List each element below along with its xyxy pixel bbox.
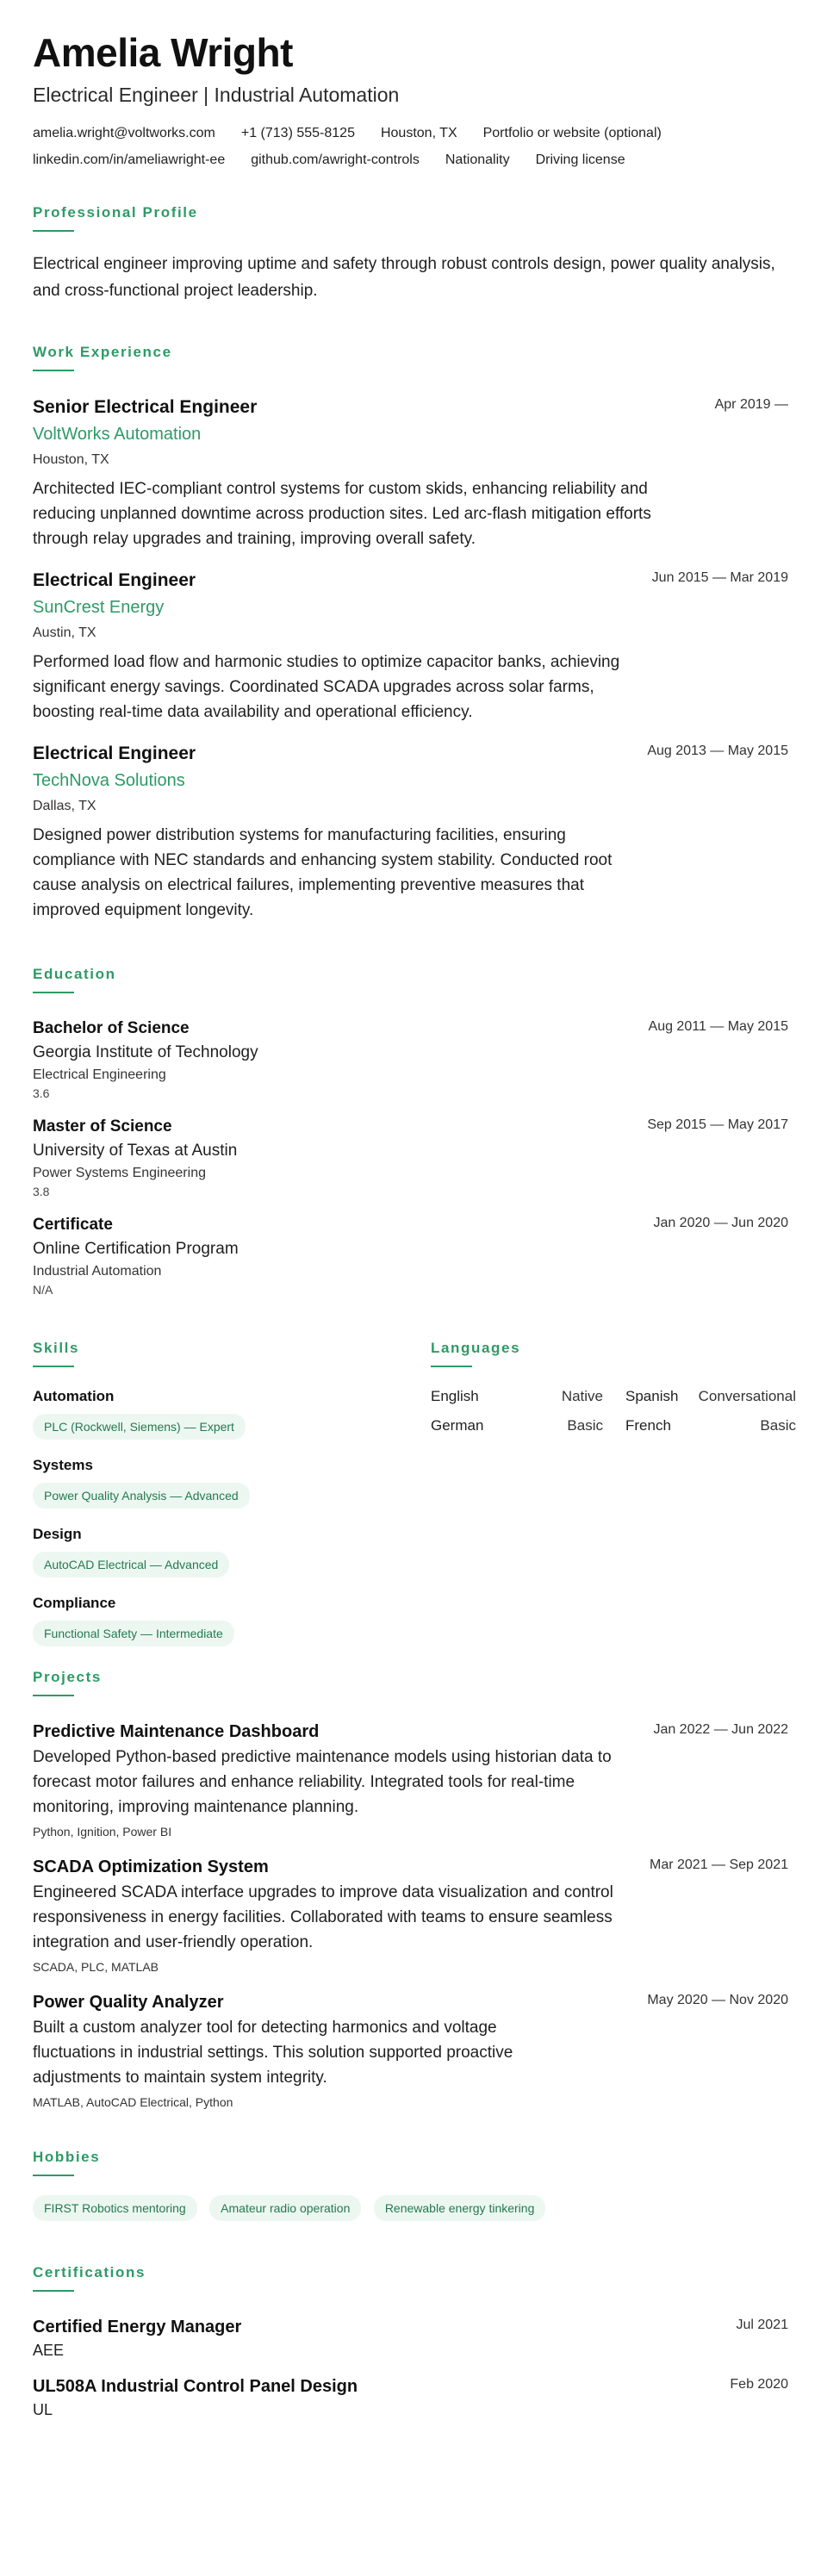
section-divider bbox=[33, 992, 74, 993]
experience-dates: Apr 2019 — bbox=[714, 396, 788, 412]
language-name: French bbox=[625, 1416, 671, 1434]
skill-category: Systems bbox=[33, 1456, 93, 1473]
experience-location: Dallas, TX bbox=[33, 798, 96, 813]
skill-group bbox=[33, 1388, 412, 1440]
education-item bbox=[33, 1117, 788, 1198]
skills-section bbox=[33, 1340, 412, 1646]
skills-languages-row bbox=[33, 1339, 796, 1667]
experience-company: TechNova Solutions bbox=[33, 770, 185, 790]
experience-dates: Jun 2015 — Mar 2019 bbox=[651, 569, 788, 585]
hobby-list bbox=[33, 2187, 788, 2221]
certifications-section bbox=[33, 2264, 788, 2419]
skill-group bbox=[33, 1457, 412, 1509]
education-field: Electrical Engineering bbox=[33, 1067, 166, 1082]
section-title: Certifications bbox=[33, 2263, 146, 2280]
education-school: Online Certification Program bbox=[33, 1239, 239, 1258]
certification-item bbox=[33, 2377, 788, 2419]
section-divider bbox=[33, 1695, 74, 1696]
candidate-headline: Electrical Engineer | Industrial Automation bbox=[33, 83, 400, 106]
hobby-chip: FIRST Robotics mentoring bbox=[33, 2195, 197, 2221]
language-level: Conversational bbox=[698, 1387, 796, 1404]
experience-location: Houston, TX bbox=[33, 451, 109, 467]
experience-description: Performed load flow and harmonic studies to optimize capacitor banks, achieving significant energy savings. Coordinated SCADA upgrades across solar farms, boosting real-time data availability and operational efficiency. bbox=[33, 652, 620, 721]
profile-summary: Electrical engineer improving uptime and safety through robust controls design, power quality analysis, and cross-functional project leadership. bbox=[33, 254, 775, 300]
experience-description: Designed power distribution systems for manufacturing facilities, ensuring compliance with NEC standards and enhancing system stability. Conducted root cause analysis on electrical failures, implementing preventive measures that improved equipment longevity. bbox=[33, 825, 613, 919]
education-field: Power Systems Engineering bbox=[33, 1165, 206, 1180]
project-tech: SCADA, PLC, MATLAB bbox=[33, 1959, 159, 1974]
hobby-chip: Renewable energy tinkering bbox=[374, 2195, 546, 2221]
skill-category: Compliance bbox=[33, 1594, 116, 1611]
project-description: Developed Python-based predictive maintenance models using historian data to forecast motor failures and enhance reliability. Integrated tools for real-time monitoring, improving maintenance planning. bbox=[33, 1747, 612, 1816]
contact-email[interactable]: amelia.wright@voltworks.com bbox=[33, 125, 215, 140]
certification-date: Feb 2020 bbox=[730, 2376, 788, 2392]
project-title: Predictive Maintenance Dashboard bbox=[33, 1721, 320, 1741]
education-degree: Master of Science bbox=[33, 1117, 172, 1136]
education-field: Industrial Automation bbox=[33, 1263, 162, 1279]
certification-issuer: AEE bbox=[33, 2341, 65, 2359]
hobby-chip: Amateur radio operation bbox=[209, 2195, 361, 2221]
resume-header bbox=[33, 31, 788, 168]
project-item bbox=[33, 1722, 788, 1839]
skill-group bbox=[33, 1595, 412, 1646]
language-row bbox=[431, 1417, 796, 1434]
certification-date: Jul 2021 bbox=[736, 2317, 788, 2332]
experience-role: Senior Electrical Engineer bbox=[33, 396, 258, 417]
contact-driving-license: Driving license bbox=[535, 152, 625, 167]
education-dates: Sep 2015 — May 2017 bbox=[647, 1117, 788, 1132]
language-level: Basic bbox=[760, 1416, 796, 1434]
project-item bbox=[33, 1993, 788, 2109]
project-dates: Mar 2021 — Sep 2021 bbox=[650, 1857, 788, 1872]
section-title: Languages bbox=[431, 1339, 521, 1356]
experience-location: Austin, TX bbox=[33, 625, 96, 640]
education-item bbox=[33, 1216, 788, 1297]
section-title: Professional Profile bbox=[33, 203, 198, 221]
profile-section bbox=[33, 204, 788, 304]
section-divider bbox=[33, 230, 74, 232]
skill-chip: AutoCAD Electrical — Advanced bbox=[33, 1552, 229, 1577]
section-divider bbox=[33, 1366, 74, 1367]
education-dates: Aug 2011 — May 2015 bbox=[648, 1018, 788, 1034]
certification-title: Certified Energy Manager bbox=[33, 2317, 242, 2336]
language-name: Spanish bbox=[625, 1387, 679, 1404]
project-dates: Jan 2022 — Jun 2022 bbox=[653, 1721, 788, 1737]
language-level: Native bbox=[561, 1387, 603, 1404]
education-gpa: N/A bbox=[33, 1282, 53, 1297]
contact-nationality: Nationality bbox=[445, 152, 510, 167]
certification-issuer: UL bbox=[33, 2400, 53, 2418]
education-item bbox=[33, 1019, 788, 1100]
skill-chip: Functional Safety — Intermediate bbox=[33, 1621, 234, 1646]
experience-company: SunCrest Energy bbox=[33, 597, 165, 617]
project-tech: Python, Ignition, Power BI bbox=[33, 1824, 172, 1839]
skill-category: Automation bbox=[33, 1387, 115, 1404]
section-title: Education bbox=[33, 965, 116, 982]
contact-location: Houston, TX bbox=[380, 125, 457, 140]
experience-item bbox=[33, 397, 788, 551]
language-name: English bbox=[431, 1387, 479, 1404]
project-description: Built a custom analyzer tool for detecting harmonics and voltage fluctuations in industrial settings. This solution supported proactive adjustments to maintain system integrity. bbox=[33, 2018, 513, 2087]
language-name: German bbox=[431, 1416, 484, 1434]
hobbies-section bbox=[33, 2149, 788, 2221]
section-divider bbox=[33, 370, 74, 371]
education-degree: Bachelor of Science bbox=[33, 1018, 190, 1037]
skill-category: Design bbox=[33, 1525, 82, 1542]
candidate-name: Amelia Wright bbox=[33, 30, 293, 75]
project-item bbox=[33, 1857, 788, 1974]
experience-company: VoltWorks Automation bbox=[33, 424, 202, 444]
education-gpa: 3.6 bbox=[33, 1086, 50, 1100]
language-level: Basic bbox=[567, 1416, 603, 1434]
skill-group bbox=[33, 1526, 412, 1577]
section-divider bbox=[431, 1366, 472, 1367]
experience-item bbox=[33, 570, 788, 725]
project-title: Power Quality Analyzer bbox=[33, 1992, 224, 2012]
language-item bbox=[431, 1388, 613, 1405]
language-item bbox=[613, 1417, 796, 1434]
language-row bbox=[431, 1388, 796, 1405]
contact-portfolio[interactable]: Portfolio or website (optional) bbox=[482, 125, 662, 140]
projects-section bbox=[33, 1669, 788, 2109]
education-section bbox=[33, 966, 788, 1297]
experience-description: Architected IEC-compliant control systems for custom skids, enhancing reliability and reducing unplanned downtime across production sites. Led arc-flash mitigation efforts through relay upgrades and training, improving overall safety. bbox=[33, 479, 651, 548]
section-title: Hobbies bbox=[33, 2148, 101, 2165]
education-dates: Jan 2020 — Jun 2020 bbox=[653, 1215, 788, 1230]
contact-phone[interactable]: +1 (713) 555-8125 bbox=[240, 125, 355, 140]
section-title: Work Experience bbox=[33, 343, 172, 360]
certification-title: UL508A Industrial Control Panel Design bbox=[33, 2376, 358, 2396]
experience-role: Electrical Engineer bbox=[33, 743, 196, 763]
education-school: University of Texas at Austin bbox=[33, 1141, 238, 1160]
language-item bbox=[613, 1388, 796, 1405]
contact-linkedin[interactable]: linkedin.com/in/ameliawright-ee bbox=[33, 152, 226, 167]
language-item bbox=[431, 1417, 613, 1434]
certification-item bbox=[33, 2318, 788, 2360]
section-divider bbox=[33, 2175, 74, 2176]
skill-chip: PLC (Rockwell, Siemens) — Expert bbox=[33, 1414, 246, 1440]
experience-item bbox=[33, 744, 788, 923]
contact-list bbox=[33, 126, 774, 168]
project-tech: MATLAB, AutoCAD Electrical, Python bbox=[33, 2094, 233, 2109]
section-title: Projects bbox=[33, 1668, 102, 1685]
project-dates: May 2020 — Nov 2020 bbox=[647, 1992, 788, 2007]
project-title: SCADA Optimization System bbox=[33, 1857, 269, 1876]
experience-dates: Aug 2013 — May 2015 bbox=[647, 743, 788, 758]
project-description: Engineered SCADA interface upgrades to improve data visualization and control responsiveness in energy facilities. Collaborated with teams to ensure seamless integration and user-friendly operation. bbox=[33, 1882, 613, 1951]
skill-chip: Power Quality Analysis — Advanced bbox=[33, 1483, 250, 1509]
contact-github[interactable]: github.com/awright-controls bbox=[251, 152, 420, 167]
section-divider bbox=[33, 2290, 74, 2292]
education-degree: Certificate bbox=[33, 1215, 113, 1234]
section-title: Skills bbox=[33, 1339, 80, 1356]
education-school: Georgia Institute of Technology bbox=[33, 1042, 258, 1061]
experience-role: Electrical Engineer bbox=[33, 569, 196, 590]
experience-section bbox=[33, 344, 788, 923]
education-gpa: 3.8 bbox=[33, 1184, 50, 1198]
languages-section bbox=[431, 1340, 796, 1434]
